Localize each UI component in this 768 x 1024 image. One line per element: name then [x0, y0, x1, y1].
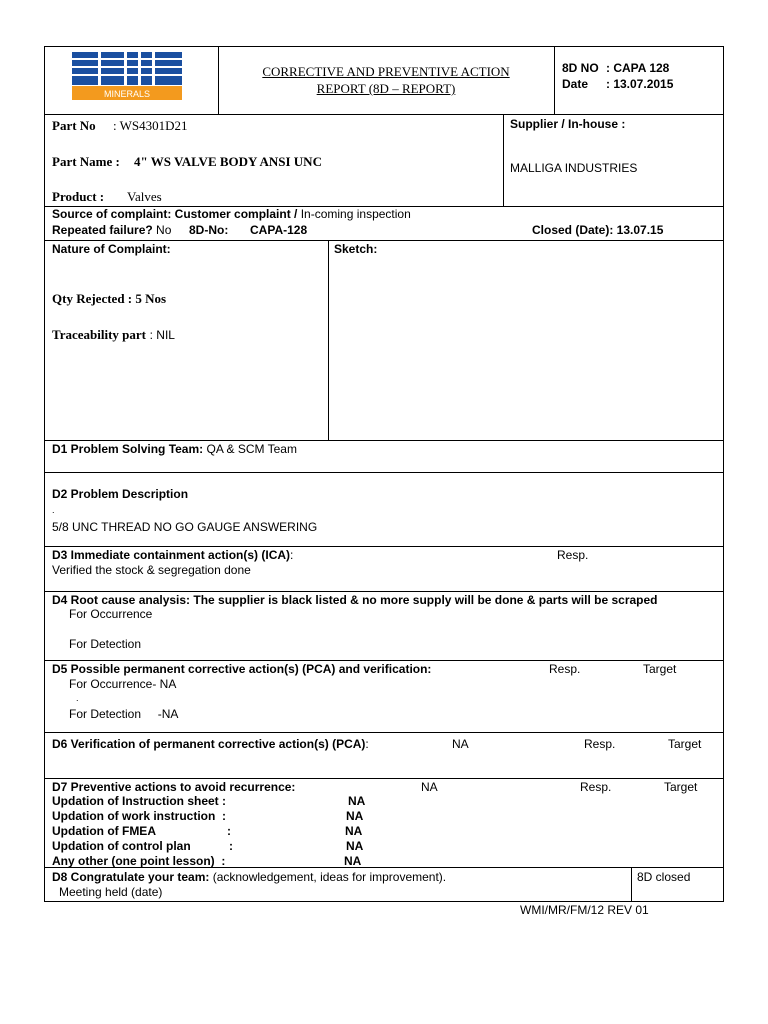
eightd-no-label: 8D NO [562, 61, 599, 75]
d1-value: QA & SCM Team [206, 442, 297, 456]
d6-row [52, 737, 369, 751]
d7-item-value: NA [346, 839, 364, 853]
form-code: WMI/MR/FM/12 REV 01 [520, 903, 649, 917]
eightd-label: 8D-No: [189, 223, 229, 237]
weir-minerals-logo [72, 52, 182, 100]
d7-item-value: NA [346, 809, 364, 823]
d1-row [52, 442, 297, 456]
d4-occurrence: For Occurrence [69, 607, 153, 621]
d7-item-label: Updation of control plan [52, 839, 191, 853]
product-label: Product : [52, 189, 105, 204]
d7-item-value: NA [345, 824, 363, 838]
source-label: Source of complaint: Customer complaint / [52, 207, 298, 221]
traceability [52, 327, 175, 343]
d7-item-colon: : [229, 839, 233, 853]
d7-label: D7 Preventive actions to avoid recurrence: [52, 780, 296, 794]
d5-dot: . [76, 693, 79, 703]
part-no-label: Part No [52, 118, 96, 133]
date-label: Date [562, 77, 589, 91]
source-value: In-coming inspection [300, 207, 411, 221]
traceability-label: Traceability part [52, 327, 146, 342]
d4-label: D4 Root cause analysis: The supplier is black listed & no more supply will be done & parts will be scraped [52, 593, 658, 607]
d7-item-label: Updation of FMEA [52, 824, 156, 838]
eightd-no-value: : CAPA 128 [606, 61, 670, 75]
d7-item-label: Updation of work instruction : [52, 809, 226, 823]
d6-label: D6 Verification of permanent corrective action(s) (PCA) [52, 737, 366, 751]
repeated-value: No [156, 223, 172, 237]
d8-row [52, 870, 446, 884]
report-title-line1: CORRECTIVE AND PREVENTIVE ACTION [262, 64, 510, 79]
d6-colon: : [365, 737, 369, 751]
d3-row [52, 548, 293, 562]
date-value: : 13.07.2015 [606, 77, 674, 91]
part-name-label: Part Name : [52, 154, 120, 169]
d7-item-value: NA [344, 854, 362, 868]
d5-detection: For Detection -NA [69, 707, 179, 721]
d7-item-label: Any other (one point lesson) : [52, 854, 226, 868]
eightd-value: CAPA-128 [250, 223, 308, 237]
traceability-value: : NIL [149, 328, 175, 342]
d3-value: Verified the stock & segregation done [52, 563, 251, 577]
report-title-line2: REPORT (8D – REPORT) [316, 81, 456, 96]
d7-item-label: Updation of Instruction sheet : [52, 794, 226, 808]
part-no-value: : WS4301D21 [113, 118, 188, 133]
product-value: Valves [127, 189, 162, 204]
d5-resp: Resp. [549, 662, 581, 676]
d8-closed: 8D closed [637, 870, 691, 884]
d6-na: NA [452, 737, 469, 751]
d5-occurrence: For Occurrence- NA [69, 677, 177, 691]
repeated-failure [52, 223, 171, 237]
d1-label: D1 Problem Solving Team: [52, 442, 204, 456]
d4-detection: For Detection [69, 637, 142, 651]
d8-label: D8 Congratulate your team: [52, 870, 210, 884]
d7-item-value: NA [348, 794, 366, 808]
d6-resp: Resp. [584, 737, 616, 751]
d5-label: D5 Possible permanent corrective action(s) (PCA) and verification: [52, 662, 432, 676]
repeated-label: Repeated failure? [52, 223, 153, 237]
d3-colon: : [290, 548, 294, 562]
d8-meeting: Meeting held (date) [59, 885, 163, 899]
qty-rejected: Qty Rejected : 5 Nos [52, 291, 167, 306]
supplier-value: MALLIGA INDUSTRIES [510, 161, 638, 175]
d8-value: (acknowledgement, ideas for improvement). [212, 870, 447, 884]
part-name-value: 4" WS VALVE BODY ANSI UNC [134, 154, 322, 169]
source-of-complaint [52, 207, 411, 221]
d5-target: Target [643, 662, 677, 676]
sketch-label: Sketch: [334, 242, 378, 256]
d2-dot: . [52, 505, 55, 515]
d2-label: D2 Problem Description [52, 487, 189, 501]
d3-resp: Resp. [557, 548, 589, 562]
d3-label: D3 Immediate containment action(s) (ICA) [52, 548, 291, 562]
d6-target: Target [668, 737, 702, 751]
supplier-label: Supplier / In-house : [510, 117, 626, 131]
svg-text:MINERALS: MINERALS [103, 89, 151, 99]
d7-target: Target [664, 780, 698, 794]
d7-na: NA [421, 780, 438, 794]
d7-item-colon: : [227, 824, 231, 838]
d7-resp: Resp. [580, 780, 612, 794]
nature-of-complaint-label: Nature of Complaint: [52, 242, 171, 256]
closed-date: Closed (Date): 13.07.15 [532, 223, 664, 237]
d2-value: 5/8 UNC THREAD NO GO GAUGE ANSWERING [52, 520, 318, 534]
